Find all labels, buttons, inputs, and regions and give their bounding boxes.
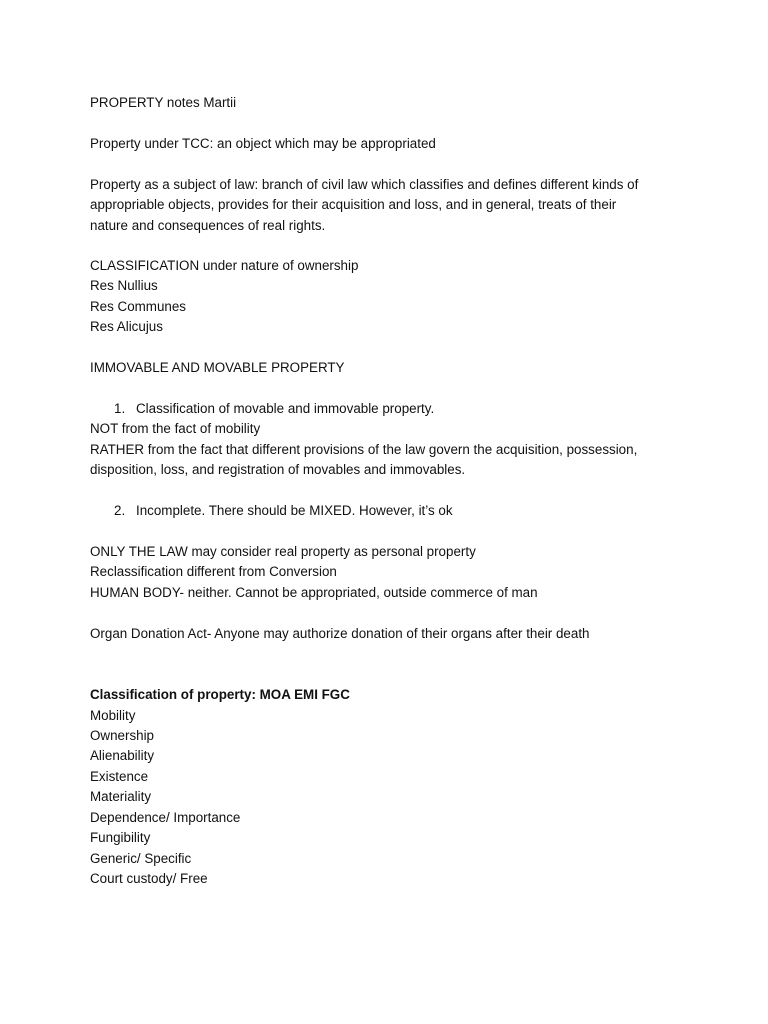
list-text: Incomplete. There should be MIXED. However, it’s ok bbox=[136, 503, 453, 518]
law-note: HUMAN BODY- neither. Cannot be appropriated, outside commerce of man bbox=[90, 585, 538, 600]
ownership-item: Res Communes bbox=[90, 299, 186, 314]
property-classification-item: Alienability bbox=[90, 748, 155, 763]
subject-of-law-line-1: Property as a subject of law: branch of civil law which classifies and defines different kinds of bbox=[90, 177, 639, 192]
numbered-point-2 bbox=[114, 501, 453, 521]
property-classification-item: Mobility bbox=[90, 708, 136, 723]
organ-donation-note: Organ Donation Act- Anyone may authorize donation of their organs after their death bbox=[90, 626, 590, 641]
property-classification-item: Court custody/ Free bbox=[90, 871, 208, 886]
document-title: PROPERTY notes Martii bbox=[90, 95, 237, 110]
point1-detail: NOT from the fact of mobility bbox=[90, 421, 261, 436]
numbered-point-1 bbox=[114, 399, 434, 419]
immovable-movable-heading: IMMOVABLE AND MOVABLE PROPERTY bbox=[90, 360, 345, 375]
law-note: ONLY THE LAW may consider real property as personal property bbox=[90, 544, 476, 559]
tcc-definition: Property under TCC: an object which may be appropriated bbox=[90, 136, 436, 151]
list-number: 1. bbox=[114, 401, 126, 416]
property-classification-heading: Classification of property: MOA EMI FGC bbox=[90, 687, 350, 702]
property-classification-item: Existence bbox=[90, 769, 149, 784]
ownership-item: Res Alicujus bbox=[90, 319, 163, 334]
point1-detail: RATHER from the fact that different provisions of the law govern the acquisition, possession, bbox=[90, 442, 638, 457]
list-number: 2. bbox=[114, 503, 126, 518]
property-classification-item: Fungibility bbox=[90, 830, 151, 845]
ownership-classification-heading: CLASSIFICATION under nature of ownership bbox=[90, 258, 359, 273]
law-note: Reclassification different from Conversion bbox=[90, 564, 337, 579]
property-classification-item: Dependence/ Importance bbox=[90, 810, 241, 825]
subject-of-law-line-2: appropriable objects, provides for their acquisition and loss, and in general, treats of their bbox=[90, 197, 617, 212]
subject-of-law-line-3: nature and consequences of real rights. bbox=[90, 218, 326, 233]
property-classification-item: Generic/ Specific bbox=[90, 851, 192, 866]
point1-detail: disposition, loss, and registration of movables and immovables. bbox=[90, 462, 466, 477]
property-classification-item: Materiality bbox=[90, 789, 152, 804]
property-classification-item: Ownership bbox=[90, 728, 155, 743]
ownership-item: Res Nullius bbox=[90, 278, 158, 293]
list-text: Classification of movable and immovable property. bbox=[136, 401, 435, 416]
